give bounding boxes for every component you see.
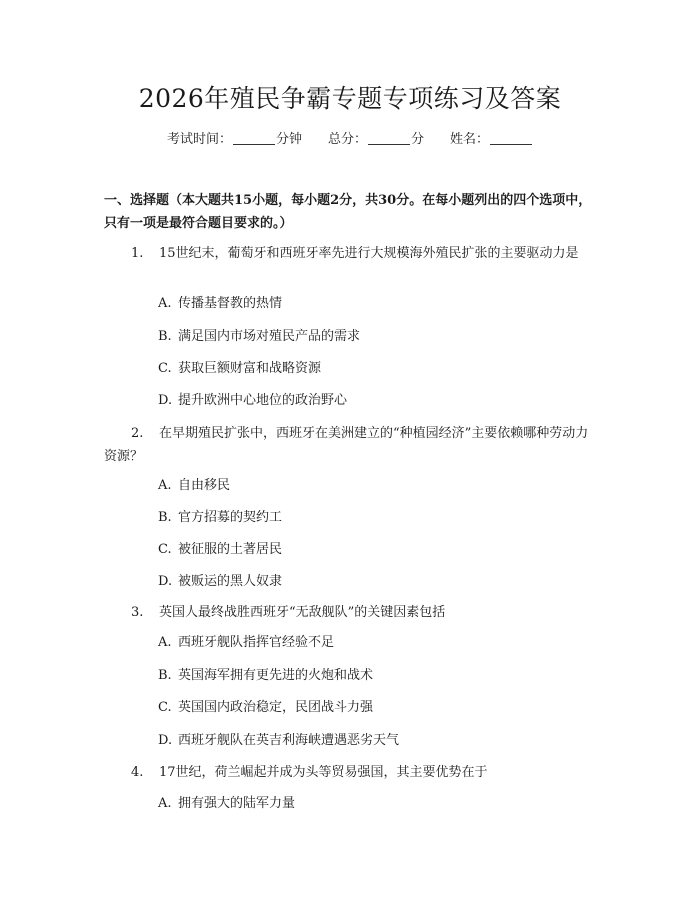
option-text: 被贩运的黑人奴隶	[178, 574, 283, 589]
option-letter: B.	[158, 668, 172, 683]
student-name-blank	[490, 132, 532, 145]
question-1-option-a	[158, 294, 588, 314]
total-score-field	[328, 130, 424, 150]
question-text: 17世纪，荷兰崛起并成为头等贸易强国，其主要优势在于	[159, 765, 488, 780]
option-letter: B.	[158, 510, 172, 525]
question-4-option-a	[158, 794, 588, 814]
option-letter: D.	[158, 393, 173, 408]
question-3-option-c	[158, 698, 588, 718]
question-1-option-d	[158, 391, 588, 411]
question-1-option-c	[158, 359, 588, 379]
option-letter: A.	[158, 296, 172, 311]
question-1-option-b	[158, 327, 588, 347]
option-text: 被征服的土著居民	[178, 542, 283, 557]
question-number: 1.	[131, 246, 144, 261]
total-score-unit: 分	[411, 132, 425, 147]
exam-time-field	[167, 130, 302, 150]
option-letter: C.	[158, 700, 172, 715]
question-2-option-d	[158, 572, 588, 592]
question-3-option-b	[158, 666, 588, 686]
exam-time-blank	[233, 132, 275, 145]
option-text: 西班牙舰队在英吉利海峡遭遇恶劣天气	[178, 733, 400, 748]
option-letter: A.	[158, 635, 172, 650]
exam-time-unit: 分钟	[275, 132, 302, 147]
exam-info-line	[0, 130, 700, 150]
option-letter: D.	[158, 733, 173, 748]
option-text: 拥有强大的陆军力量	[178, 796, 296, 811]
question-number: 3.	[131, 605, 144, 620]
option-text: 获取巨额财富和战略资源	[178, 361, 322, 376]
question-2-option-a	[158, 476, 588, 496]
total-score-blank	[368, 132, 410, 145]
question-text: 在早期殖民扩张中，西班牙在美洲建立的“种植园经济”主要依赖哪种劳动力资源？	[104, 426, 589, 464]
question-4	[104, 761, 594, 784]
question-1	[104, 242, 594, 265]
question-2	[104, 422, 594, 468]
question-text: 15世纪末，葡萄牙和西班牙率先进行大规模海外殖民扩张的主要驱动力是	[159, 246, 579, 261]
option-letter: B.	[158, 329, 172, 344]
option-text: 英国国内政治稳定，民团战斗力强	[178, 700, 374, 715]
page-title: 2026年殖民争霸专题专项练习及答案	[138, 84, 562, 113]
option-text: 传播基督教的热情	[178, 296, 283, 311]
question-number: 4.	[131, 765, 144, 780]
question-2-option-b	[158, 508, 588, 528]
question-3-option-d	[158, 731, 588, 751]
exam-time-label: 考试时间：	[166, 132, 232, 147]
option-text: 满足国内市场对殖民产品的需求	[178, 329, 361, 344]
question-number: 2.	[131, 426, 144, 441]
question-3-option-a	[158, 633, 588, 653]
student-name-field	[450, 130, 533, 150]
option-text: 提升欧洲中心地位的政治野心	[178, 393, 348, 408]
total-score-label: 总分：	[327, 132, 367, 147]
question-2-option-c	[158, 540, 588, 560]
option-text: 英国海军拥有更先进的火炮和战术	[178, 668, 374, 683]
option-letter: C.	[158, 361, 172, 376]
section-heading: 一、选择题（本大题共15小题，每小题2分，共30分。在每小题列出的四个选项中，只有一项是最符合题目要求的。）	[104, 193, 592, 231]
option-text: 官方招募的契约工	[178, 510, 283, 525]
option-text: 自由移民	[178, 478, 231, 493]
option-letter: A.	[158, 478, 172, 493]
student-name-label: 姓名：	[450, 132, 490, 147]
option-letter: D.	[158, 574, 173, 589]
question-3	[104, 601, 594, 624]
question-text: 英国人最终战胜西班牙“无敌舰队”的关键因素包括	[159, 605, 446, 620]
option-text: 西班牙舰队指挥官经验不足	[178, 635, 335, 650]
option-letter: A.	[158, 796, 172, 811]
option-letter: C.	[158, 542, 172, 557]
